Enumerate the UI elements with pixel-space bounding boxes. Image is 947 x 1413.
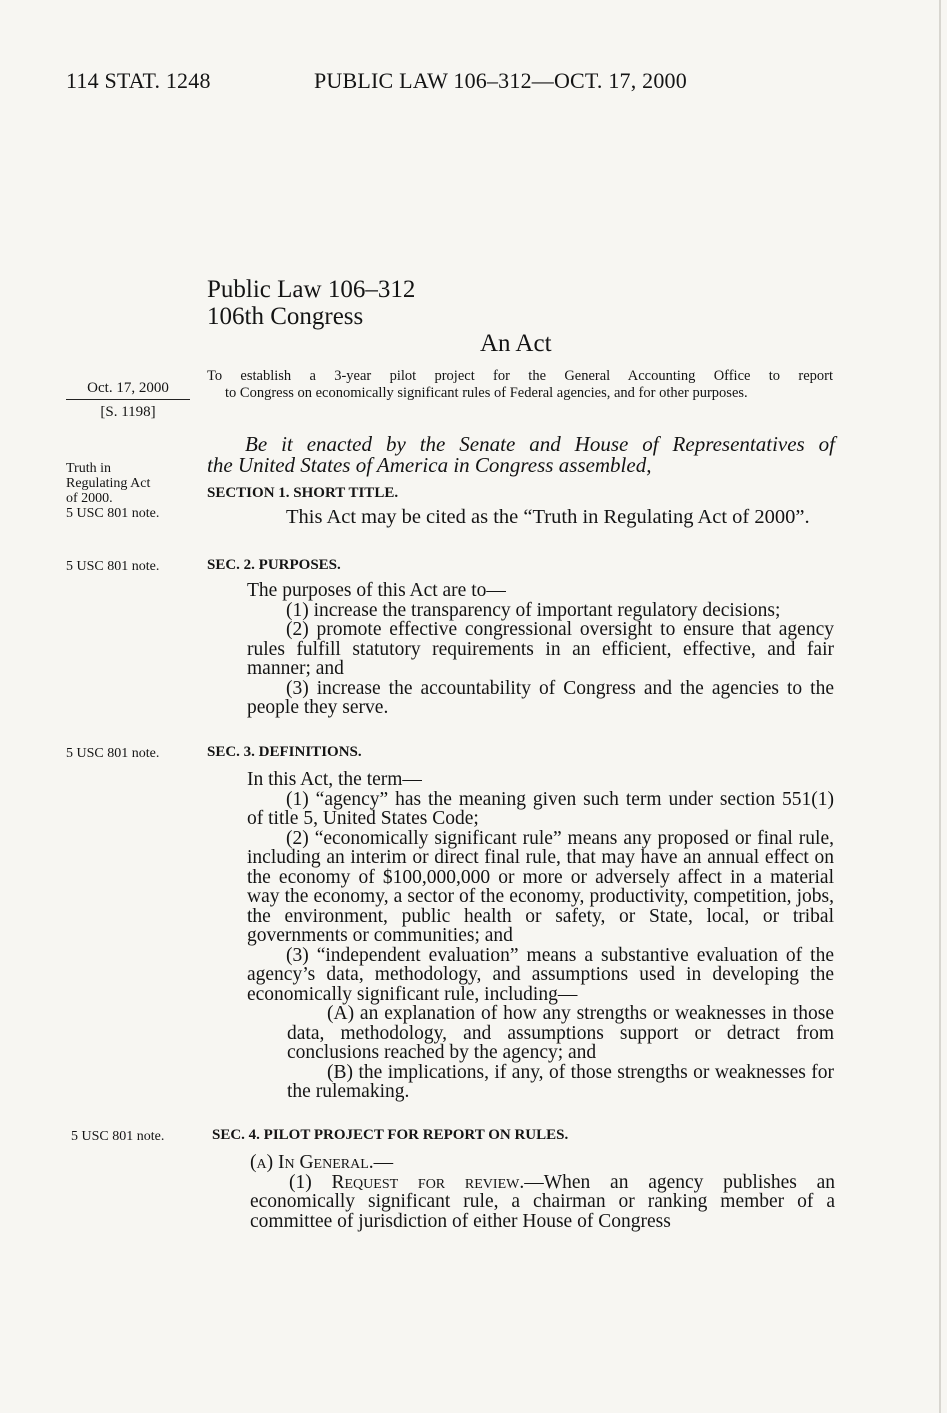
section-2-intro: The purposes of this Act are to— <box>247 580 506 601</box>
paragraph-1-text: —When an agency publishes an economically significant rule, a chairman or ranking member of a committee of jurisdiction of either House of Congress <box>250 1171 835 1232</box>
margin-note-line: 5 USC 801 note. <box>66 506 160 521</box>
paragraph-1-label: (1) Request for review. <box>289 1171 525 1193</box>
purpose-item: (1) increase the transparency of important regulatory decisions; <box>286 599 781 621</box>
definition-subitem: (B) the implications, if any, of those strengths or weaknesses for the rulemaking. <box>287 1061 834 1102</box>
section-2-body <box>247 581 834 718</box>
section-4-body <box>250 1153 835 1231</box>
purpose-line: to Congress on economically significant rules of Federal agencies, and for other purposes. <box>225 385 748 401</box>
purpose-item: (2) promote effective congressional oversight to ensure that agency rules fulfill statutory requirements in an efficient, effective, and fair manner; and <box>247 619 834 679</box>
definition-subitem: (A) an explanation of how any strengths or weaknesses in those data, methodology, and assumptions support or detract from conclusions reached by the agency; and <box>287 1003 834 1063</box>
purpose-line: To establish a 3-year pilot project for the General Accounting Office to report <box>207 368 833 384</box>
definition-item: (2) “economically significant rule” means any proposed or final rule, including an interim or direct final rule, that may have an annual effect on the economy of $100,000,000 or more or adversely affect in a material way the economy, a sector of the economy, productivity, competition, jobs, the environment, public health or safety, or State, local, or tribal governments or communities; and <box>247 827 834 946</box>
definition-item: (3) “independent evaluation” means a substantive evaluation of the agency’s data, methodology, and assumptions used in developing the economically significant rule, including— <box>247 944 834 1005</box>
law-title-block <box>207 276 415 330</box>
margin-date-block <box>66 378 190 422</box>
public-law-number: Public Law 106–312 <box>207 276 416 303</box>
congress-number: 106th Congress <box>207 303 364 330</box>
enacting-clause <box>207 434 835 476</box>
margin-note-sec4: 5 USC 801 note. <box>71 1129 165 1144</box>
section-4-heading: SEC. 4. PILOT PROJECT FOR REPORT ON RULES. <box>212 1127 569 1143</box>
subsection-a-heading: (a) In General.— <box>250 1152 394 1173</box>
section-1-text: This Act may be cited as the “Truth in Regulating Act of 2000”. <box>286 506 810 528</box>
section-1-heading: SECTION 1. SHORT TITLE. <box>207 485 399 501</box>
an-act-heading: An Act <box>480 330 552 357</box>
section-3-body <box>247 770 834 1102</box>
enacting-line: the United States of America in Congress assembled, <box>207 453 652 477</box>
page-edge <box>939 0 941 1413</box>
margin-note-short-title <box>66 461 159 521</box>
purpose-item: (3) increase the accountability of Congress and the agencies to the people they serve. <box>247 677 834 718</box>
purpose-statement <box>207 368 833 402</box>
paragraph-1 <box>250 1173 835 1232</box>
margin-note-line: of 2000. <box>66 491 113 506</box>
margin-note-line: Regulating Act <box>66 476 151 491</box>
section-3-intro: In this Act, the term— <box>247 769 422 790</box>
enactment-date: Oct. 17, 2000 <box>87 380 169 396</box>
public-law-reference: PUBLIC LAW 106–312—OCT. 17, 2000 <box>314 68 687 93</box>
stat-reference: 114 STAT. 1248 <box>66 68 211 93</box>
enacting-line: Be it enacted by the Senate and House of Representatives of <box>245 432 835 456</box>
bill-number: [S. 1198] <box>100 404 156 420</box>
margin-note-line: Truth in <box>66 461 112 476</box>
definition-item: (1) “agency” has the meaning given such term under section 551(1) of title 5, United States Code; <box>247 788 834 829</box>
margin-note-sec3: 5 USC 801 note. <box>66 746 160 761</box>
date-rule <box>66 399 190 400</box>
margin-note-sec2: 5 USC 801 note. <box>66 559 160 574</box>
section-2-heading: SEC. 2. PURPOSES. <box>207 557 341 573</box>
section-3-heading: SEC. 3. DEFINITIONS. <box>207 744 362 760</box>
